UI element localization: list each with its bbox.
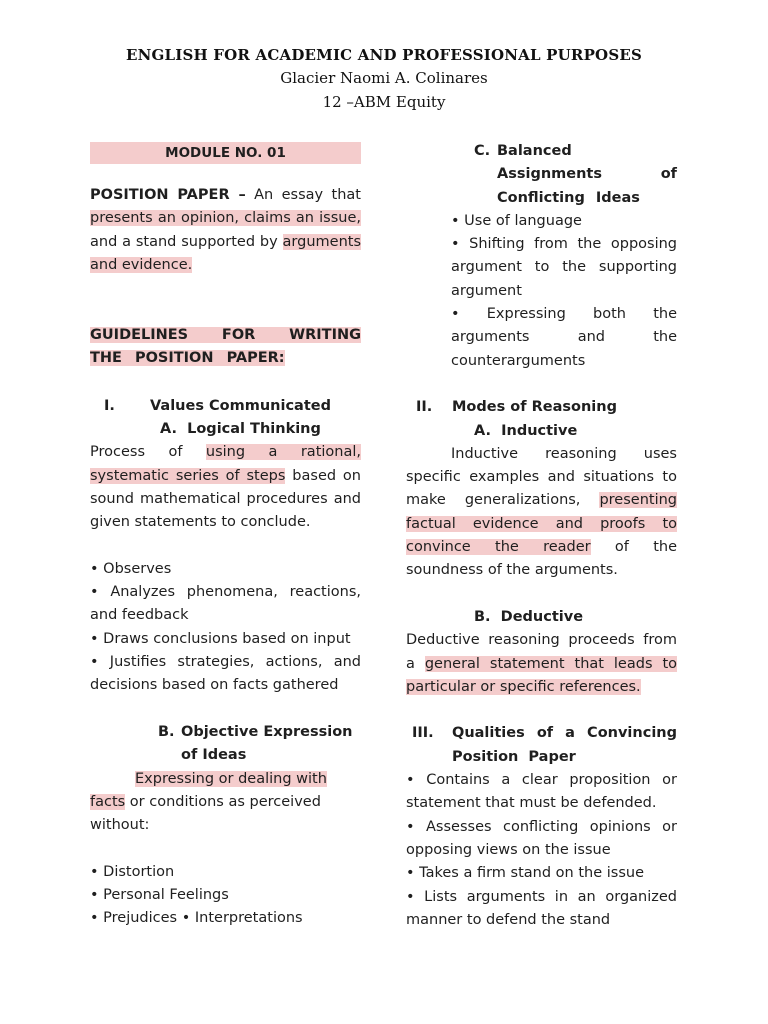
section-title: Qualities of a Convincing Position Paper: [452, 725, 677, 765]
inductive-heading: [406, 420, 677, 443]
guidelines-heading: [90, 324, 361, 371]
list-item: • Takes a firm stand on the issue: [406, 865, 644, 882]
subsection-label: C.: [474, 143, 491, 159]
body-text: of the soundness of the arguments.: [406, 539, 677, 579]
section-title: Modes of Reasoning: [452, 399, 617, 416]
subsection-title: Inductive: [501, 422, 578, 439]
subsection-label: A.: [160, 421, 177, 438]
document-header: [0, 44, 768, 114]
list-item: • Assesses conflicting opinions or opposing views on the issue: [406, 818, 677, 858]
highlight-text: Expressing or dealing with facts: [90, 770, 327, 810]
list-item: • Use of language: [451, 212, 582, 229]
definition-highlight: presents an opinion, claims an issue,: [90, 210, 361, 227]
definition-text: An essay that: [245, 187, 361, 203]
right-column: [406, 140, 677, 932]
body-text: Inductive reasoning uses specific examples and situations to make generalizations,: [406, 445, 677, 509]
section-ii-heading: [406, 396, 677, 419]
body-text: Process of: [90, 444, 206, 461]
deductive-heading: [406, 606, 677, 629]
course-title: ENGLISH FOR ACADEMIC AND PROFESSIONAL PURPOSES: [125, 46, 643, 64]
author-name: Glacier Naomi A. Colinares: [280, 69, 488, 87]
section-number: III.: [412, 725, 434, 742]
section-number: I.: [104, 397, 115, 414]
list-item: • Analyzes phenomena, reactions, and feedback: [90, 584, 361, 624]
definition-text: and a stand supported by: [90, 233, 283, 250]
body-text: or conditions as perceived without:: [90, 793, 321, 834]
list-item: • Draws conclusions based on input: [90, 630, 351, 647]
inductive-text: [406, 443, 677, 583]
highlight-text: general statement that leads to particular or specific references.: [406, 655, 678, 695]
subsection-title: Logical Thinking: [187, 421, 321, 438]
definition-highlight: arguments and evidence.: [90, 233, 361, 273]
definition-term: POSITION PAPER –: [90, 187, 246, 203]
position-paper-definition: [90, 184, 361, 277]
subsection-title: Deductive: [500, 608, 584, 625]
highlight-text: using a rational, systematic series of steps: [90, 444, 361, 484]
list-item: • Shifting from the opposing argument to the supporting argument: [451, 236, 677, 299]
list-item: • Personal Feelings: [90, 887, 229, 904]
list-item: • Contains a clear proposition or statement that must be defended.: [406, 772, 677, 812]
logical-thinking-text: [90, 441, 361, 534]
subsection-a-heading: [90, 418, 361, 441]
list-item: • Observes: [90, 560, 172, 577]
subsection-title: Balanced Assignments of Conflicting Ideas: [497, 143, 677, 206]
subsection-title: Objective Expression of Ideas: [181, 723, 353, 764]
subsection-label: A.: [474, 422, 491, 439]
highlight-text: presenting factual evidence and proofs to convince the reader: [406, 492, 677, 556]
module-label: MODULE NO. 01: [90, 142, 361, 164]
deductive-text: [406, 629, 677, 699]
objective-expression-text: [90, 768, 361, 838]
subsection-label: B.: [474, 608, 491, 625]
list-item: • Justifies strategies, actions, and decisions based on facts gathered: [90, 654, 361, 694]
subsection-c-heading: [406, 140, 677, 210]
section-iii-heading: [406, 722, 677, 769]
guidelines-text: GUIDELINES FOR WRITING THE POSITION PAPER:: [90, 327, 361, 367]
list-item: • Lists arguments in an organized manner to defend the stand: [406, 888, 677, 928]
subsection-b-heading: [90, 721, 361, 768]
section-title: Values Communicated: [150, 397, 331, 414]
subsection-label: B.: [158, 723, 175, 740]
body-text: Deductive reasoning proceeds from a: [406, 632, 677, 672]
section-i-heading: [90, 395, 361, 418]
list-item: • Prejudices • Interpretations: [90, 910, 303, 927]
body-text: based on sound mathematical procedures and given statements to conclude.: [90, 467, 361, 531]
section-number: II.: [416, 399, 433, 416]
left-column: [90, 140, 361, 931]
list-item: • Distortion: [90, 863, 175, 880]
list-item: • Expressing both the arguments and the counterarguments: [451, 306, 677, 369]
section-label: 12 –ABM Equity: [322, 93, 446, 111]
